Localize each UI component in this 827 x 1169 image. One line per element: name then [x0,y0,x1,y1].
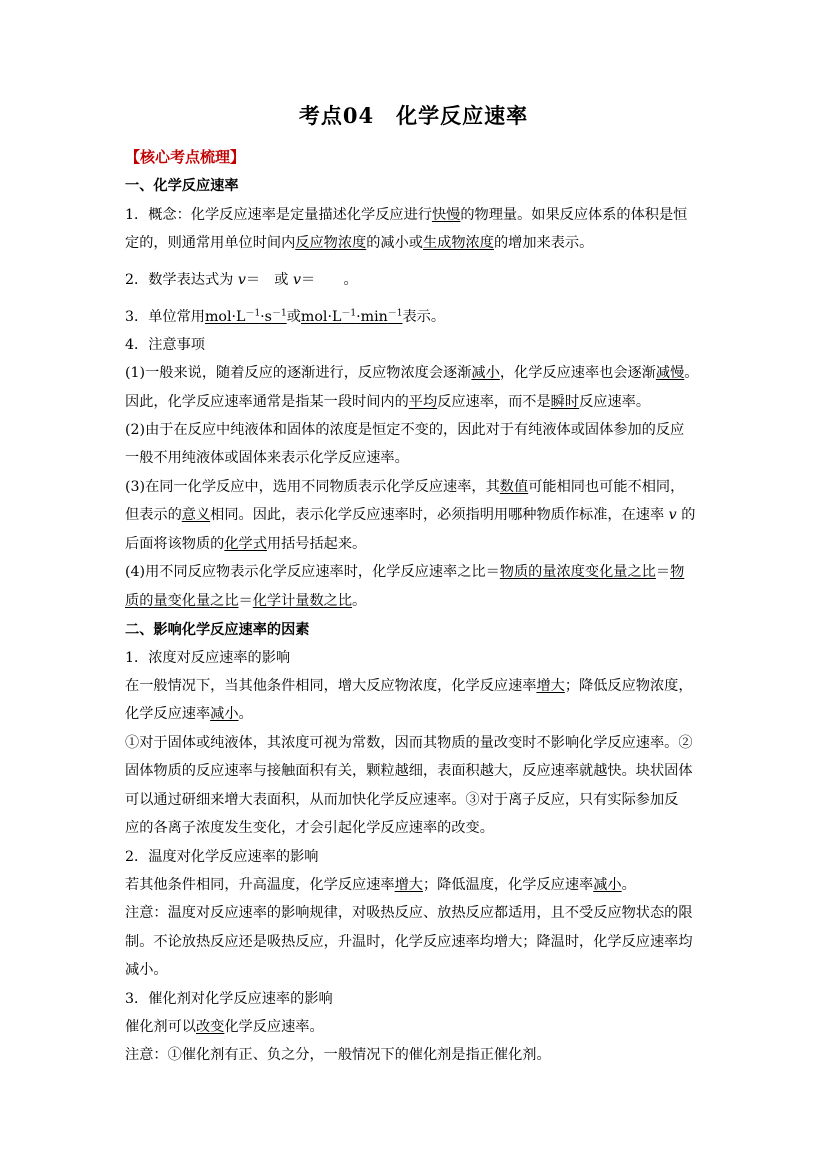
concentration-line-3: ①对于固体或纯液体，其浓度可视为常数，因而其物质的量改变时不影响化学反应速率。② [125,735,693,751]
page-title: 考点04 化学反应速率 [298,103,529,128]
note-2-line-2: 一般不用纯液体或固体来表示化学反应速率。 [125,450,409,466]
note-3-line-3: 后面将该物质的化学式用括号括起来。 [125,536,367,552]
catalyst-line-1: 催化剂可以改变化学反应速率。 [125,1019,324,1035]
concept-line-1: 1．概念：化学反应速率是定量描述化学反应进行快慢的物理量。如果反应体系的体积是恒 [125,207,688,223]
note-4-line-1: (4)用不同反应物表示化学反应速率时，化学反应速率之比＝物质的量浓度变化量之比＝物 [125,564,685,580]
note-3-line-2: 但表示的意义相同。因此，表示化学反应速率时，必须指明用哪种物质作标准，在速率 v 的 [125,507,696,523]
concentration-line-4: 固体物质的反应速率与接触面积有关，颗粒越细，表面积越大，反应速率就越快。块状固体 [125,763,693,779]
section-heading-factors: 二、影响化学反应速率的因素 [125,622,310,638]
note-2-line-1: (2)由于在反应中纯液体和固体的浓度是恒定不变的，因此对于有纯液体或固体参加的反应 [125,422,685,438]
formula-line: 2．数学表达式为 v＝ 或 v＝ 。 [125,272,358,288]
concept-line-2: 定的，则通常用单位时间内反应物浓度的减小或生成物浓度的增加来表示。 [125,235,594,251]
section-heading-rate: 一、化学反应速率 [125,178,239,194]
catalyst-line-2: 注意：①催化剂有正、负之分，一般情况下的催化剂是指正催化剂。 [125,1047,551,1063]
notes-heading: 4．注意事项 [125,337,205,353]
note-1-line-2: 因此，化学反应速率通常是指某一段时间内的平均反应速率，而不是瞬时反应速率。 [125,394,651,410]
concentration-title: 1．浓度对反应速率的影响 [125,650,291,666]
section-badge: 【核心考点梳理】 [125,148,246,166]
temperature-title: 2．温度对化学反应速率的影响 [125,849,319,865]
unit-line: 3．单位常用$mol\cdot L^{-1}\cdot s^{-1}$或$mol\cdot L^{-1}\cdot\min^{-1}$表示。 [125,308,446,325]
temperature-line-2: 注意：温度对反应速率的影响规律，对吸热反应、放热反应都适用，且不受反应物状态的限 [125,905,693,921]
temperature-line-4: 减小。 [125,962,168,978]
note-3-line-1: (3)在同一化学反应中，选用不同物质表示化学反应速率，其数值可能相同也可能不相同， [125,479,685,495]
temperature-line-3: 制。不论放热反应还是吸热反应，升温时，化学反应速率均增大；降温时，化学反应速率均 [125,934,693,950]
concentration-line-6: 应的各离子浓度发生变化，才会引起化学反应速率的改变。 [125,820,494,836]
temperature-line-1: 若其他条件相同，升高温度，化学反应速率增大；降低温度，化学反应速率减小。 [125,877,636,893]
concentration-line-5: 可以通过研细来增大表面积，从而加快化学反应速率。③对于离子反应，只有实际参加反 [125,792,679,808]
note-1-line-1: (1)一般来说，随着反应的逐渐进行，反应物浓度会逐渐减小，化学反应速率也会逐渐减慢。 [125,365,699,381]
catalyst-title: 3．催化剂对化学反应速率的影响 [125,991,333,1007]
note-4-line-2: 质的量变化量之比＝化学计量数之比。 [125,593,367,609]
concentration-line-2: 化学反应速率减小。 [125,706,253,722]
concentration-line-1: 在一般情况下，当其他条件相同，增大反应物浓度，化学反应速率增大；降低反应物浓度， [125,678,693,694]
